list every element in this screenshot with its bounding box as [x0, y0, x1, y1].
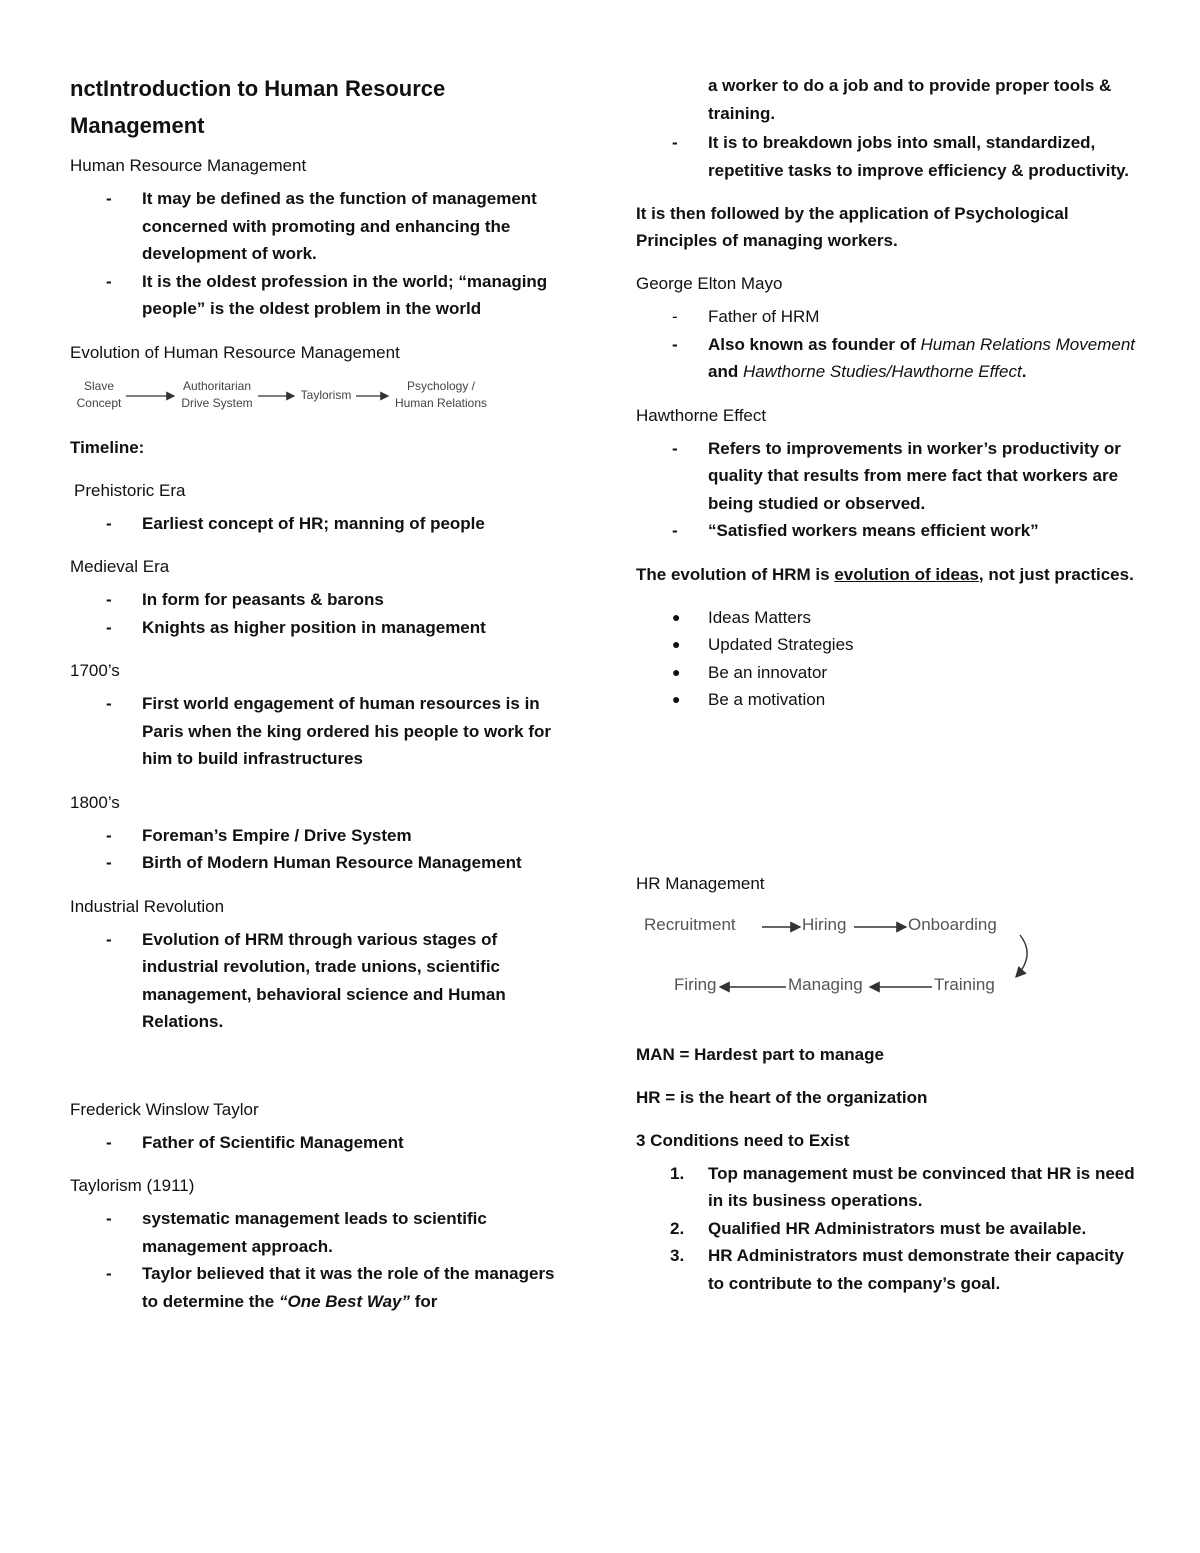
c1800-heading: 1800’s: [70, 792, 120, 812]
conditions-heading: 3 Conditions need to Exist: [636, 1130, 850, 1150]
medieval-heading: Medieval Era: [70, 557, 170, 576]
hr-text: HR = is the heart of the organization: [636, 1087, 928, 1107]
text-run: for: [409, 1291, 438, 1311]
hrm-list: [70, 185, 570, 323]
text-run: Hawthorne Studies/Hawthorne Effect: [742, 362, 1022, 381]
stage-label: Human Relations: [394, 395, 488, 410]
underlined-text: evolution of ideas: [834, 564, 979, 584]
text-run: The evolution of HRM is: [636, 564, 835, 584]
list-number: 3.: [670, 1246, 685, 1265]
one-best-way-text: “One Best Way”: [278, 1291, 410, 1311]
ideas-bullet-list: [636, 604, 1136, 714]
text-run: Also known as founder of: [708, 334, 921, 354]
list-item: ● Ideas Matters: [636, 604, 1136, 632]
list-item: [636, 331, 1136, 386]
stage-authoritarian: [172, 378, 262, 412]
text-run: Top management must be convinced that HR is need in its business operations.: [708, 1163, 1135, 1210]
man-text: MAN = Hardest part to manage: [636, 1044, 884, 1064]
prehistoric-heading: Prehistoric Era: [74, 480, 186, 500]
list-item: [70, 1260, 570, 1315]
evolution-diagram: [70, 372, 570, 416]
list-item: - “Satisfied workers means efficient work”: [636, 517, 1136, 545]
stage-psychology: [386, 378, 496, 412]
list-item: - Father of Scientific Management: [70, 1129, 570, 1157]
cycle-hiring: Hiring: [802, 914, 847, 934]
evolution-ideas-text: [636, 561, 1136, 588]
right-column: [636, 72, 1136, 1313]
stage-label: Slave: [83, 378, 115, 393]
text-run: Qualified HR Administrators must be available.: [708, 1218, 1087, 1238]
cycle-firing: Firing: [674, 974, 717, 994]
list-item: [636, 1160, 1136, 1215]
taylorism-heading: Taylorism (1911): [70, 1176, 195, 1195]
list-item: - Earliest concept of HR; manning of people: [70, 510, 570, 538]
stage-taylorism: [294, 387, 358, 404]
timeline-heading: Timeline:: [70, 437, 145, 457]
hr-management-heading: HR Management: [636, 873, 765, 893]
taylorism-continued: [636, 72, 1136, 127]
hawthorne-heading: Hawthorne Effect: [636, 405, 767, 425]
list-number: 1.: [670, 1163, 685, 1183]
list-item: - Father of HRM: [636, 303, 1136, 331]
list-item: - Foreman’s Empire / Drive System: [70, 822, 570, 850]
taylor-heading: Frederick Winslow Taylor: [70, 1099, 259, 1119]
text-run: and: [708, 362, 743, 381]
stage-slave-concept: [72, 378, 126, 412]
medieval-list: [70, 586, 570, 641]
list-item: - In form for peasants & barons: [70, 586, 570, 614]
hr-cycle-diagram: [636, 915, 1136, 1011]
list-item: - First world engagement of human resources is in Paris when the king ordered his people to work for him to build infrastructures: [70, 690, 570, 773]
c1700-heading: 1700’s: [70, 661, 120, 680]
list-item: - It is the oldest profession in the world; “managing people” is the oldest problem in the world: [70, 268, 570, 323]
list-item: ● Be a motivation: [636, 686, 1136, 714]
stage-label: Authoritarian: [182, 378, 252, 393]
taylorism-list: [70, 1205, 570, 1315]
cycle-recruitment: Recruitment: [644, 914, 736, 934]
conditions-list: [636, 1160, 1136, 1298]
industrial-heading: Industrial Revolution: [70, 896, 225, 916]
cycle-managing: Managing: [788, 974, 863, 994]
cycle-onboarding: Onboarding: [908, 914, 997, 934]
text-run: Taylor believed that it was the role of the managers to determine the: [142, 1264, 555, 1311]
prehistoric-list: [70, 510, 570, 538]
list-item: - Evolution of HRM through various stages of industrial revolution, trade unions, scientific management, behavioral science and Human Relations.: [70, 926, 570, 1036]
hawthorne-list: [636, 435, 1136, 545]
list-item: ● Be an innovator: [636, 659, 1136, 687]
text-run: .: [1021, 362, 1027, 381]
list-item: ● Updated Strategies: [636, 631, 1136, 659]
c1700-list: [70, 690, 570, 773]
text-run: Human Relations Movement: [920, 334, 1135, 354]
list-item: - Knights as higher position in management: [70, 614, 570, 642]
stage-label: Drive System: [181, 395, 253, 410]
taylorism-list-2: [636, 129, 1136, 184]
text-run: HR Administrators must demonstrate their capacity to contribute to the company’s goal.: [708, 1246, 1124, 1293]
spacer: [636, 730, 1136, 870]
text-run: a worker to do a job and to provide proper tools & training.: [708, 76, 1112, 123]
list-item: [636, 1242, 1136, 1297]
list-item: - It may be defined as the function of management concerned with promoting and enhancing the development of work.: [70, 185, 570, 268]
list-item: - Refers to improvements in worker’s productivity or quality that results from mere fact that workers are being studied or observed.: [636, 435, 1136, 518]
evolution-heading: Evolution of Human Resource Management: [70, 342, 400, 362]
text-run: , not just practices.: [978, 564, 1134, 584]
psychology-text: It is then followed by the application of Psychological Principles of managing workers.: [636, 204, 1069, 250]
left-column: [70, 70, 570, 1331]
stage-label: Concept: [76, 395, 122, 410]
page-title: nctIntroduction to Human Resource Management: [70, 76, 446, 138]
taylor-list: [70, 1129, 570, 1157]
list-item-continued: [636, 72, 1136, 127]
stage-label: Taylorism: [300, 387, 352, 402]
list-number: 2.: [670, 1218, 685, 1238]
list-item: - systematic management leads to scientific management approach.: [70, 1205, 570, 1260]
list-item: [636, 1215, 1136, 1243]
industrial-list: [70, 926, 570, 1036]
c1800-list: [70, 822, 570, 877]
hrm-heading: Human Resource Management: [70, 156, 307, 175]
stage-label: Psychology /: [406, 378, 476, 393]
cycle-training: Training: [934, 974, 995, 994]
mayo-list: [636, 303, 1136, 386]
mayo-heading: George Elton Mayo: [636, 274, 783, 293]
list-item: - Birth of Modern Human Resource Management: [70, 849, 570, 877]
list-item: - It is to breakdown jobs into small, standardized, repetitive tasks to improve efficiency & productivity.: [636, 129, 1136, 184]
